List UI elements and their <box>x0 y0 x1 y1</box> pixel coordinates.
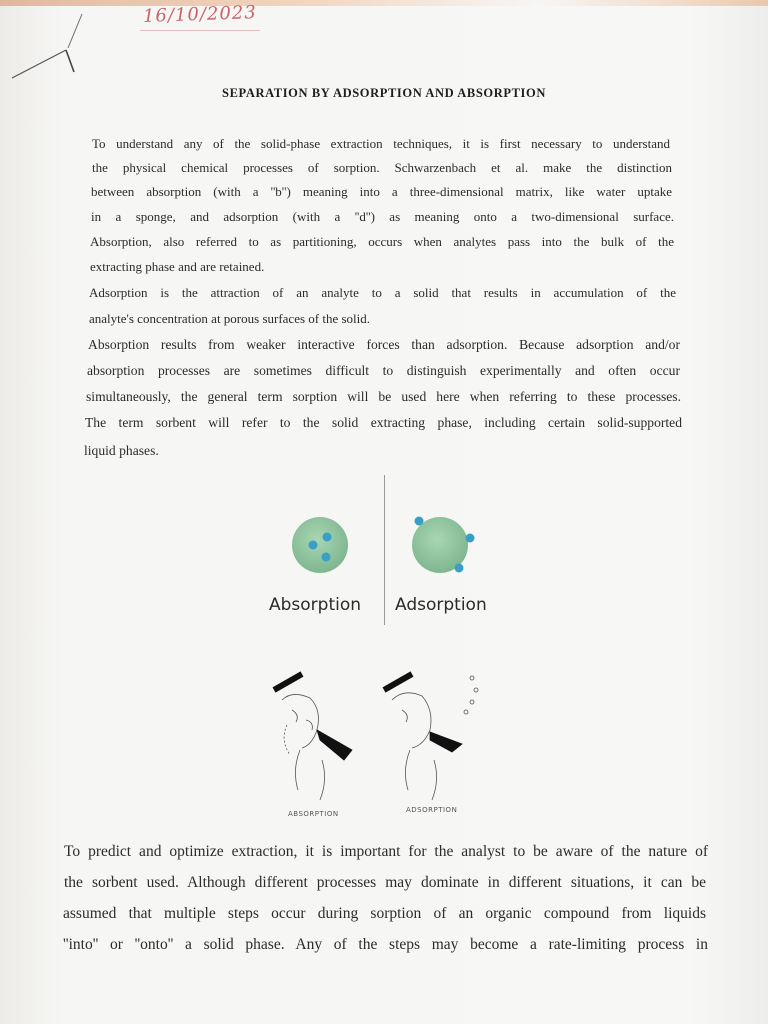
date-underline <box>140 30 260 31</box>
handwritten-date: 16/10/2023 <box>142 2 258 27</box>
adsorption-cartoon-caption: ADSORPTION <box>406 806 458 814</box>
sorption-diagram <box>250 475 520 625</box>
text-line: Absorption, also referred to as partitioning, occurs when analytes pass into the bulk of the <box>90 234 674 249</box>
text-line: liquid phases. <box>84 443 159 458</box>
absorption-cartoon-figure <box>274 674 352 800</box>
text-line: Adsorption is the attraction of an analyte to a solid that results in accumulation of the <box>89 285 676 300</box>
text-line: To understand any of the solid-phase extraction techniques, it is first necessary to understand <box>92 136 670 151</box>
adsorption-label: Adsorption <box>395 595 487 615</box>
adsorption-cartoon-figure <box>384 674 478 800</box>
corner-pen-mark <box>8 8 88 88</box>
absorption-cartoon-caption: ABSORPTION <box>288 810 339 818</box>
text-line: in a sponge, and adsorption (with a ''d'') as meaning onto a two-dimensional surface. <box>91 209 674 224</box>
page-edge-shadow <box>0 0 768 6</box>
text-line: extracting phase and are retained. <box>90 259 265 274</box>
text-line: The term sorbent will refer to the solid extracting phase, including certain solid-supported <box>85 415 682 430</box>
analyte-dot <box>466 534 475 543</box>
absorption-label: Absorption <box>269 595 362 615</box>
text-line: assumed that multiple steps occur during sorption of an organic compound from liquids <box>63 905 706 922</box>
text-line: ''into'' or ''onto'' a solid phase. Any of the steps may become a rate-limiting process in <box>63 936 708 953</box>
absorption-sphere <box>292 517 348 573</box>
text-line: the physical chemical processes of sorption. Schwarzenbach et al. make the distinction <box>92 160 672 175</box>
cartoon-drawing <box>262 660 502 820</box>
adsorption-sphere <box>412 517 475 574</box>
sphere-illustrations <box>250 475 520 585</box>
absorption-sphere-body <box>292 517 348 573</box>
text-line: simultaneously, the general term sorption will be used here when referring to these processes. <box>86 389 681 404</box>
text-line: Absorption results from weaker interactive forces than adsorption. Because adsorption and/or <box>88 337 680 352</box>
text-line: To predict and optimize extraction, it is important for the analyst to be aware of the nature of <box>64 843 708 860</box>
text-line: analyte's concentration at porous surfaces of the solid. <box>89 311 371 326</box>
cartoon-illustration <box>262 660 502 820</box>
analyte-dot <box>309 541 318 550</box>
analyte-dot <box>322 553 331 562</box>
text-line: absorption processes are sometimes difficult to distinguish experimentally and often occur <box>87 363 680 378</box>
analyte-dot <box>455 564 464 573</box>
text-line: the sorbent used. Although different processes may dominate in different situations, it can be <box>64 874 706 891</box>
page-title: SEPARATION BY ADSORPTION AND ABSORPTION <box>222 86 546 100</box>
analyte-dot <box>323 533 332 542</box>
analyte-dot <box>415 517 424 526</box>
text-line: between absorption (with a ''b'') meaning into a three-dimensional matrix, like water uptake <box>91 184 672 199</box>
